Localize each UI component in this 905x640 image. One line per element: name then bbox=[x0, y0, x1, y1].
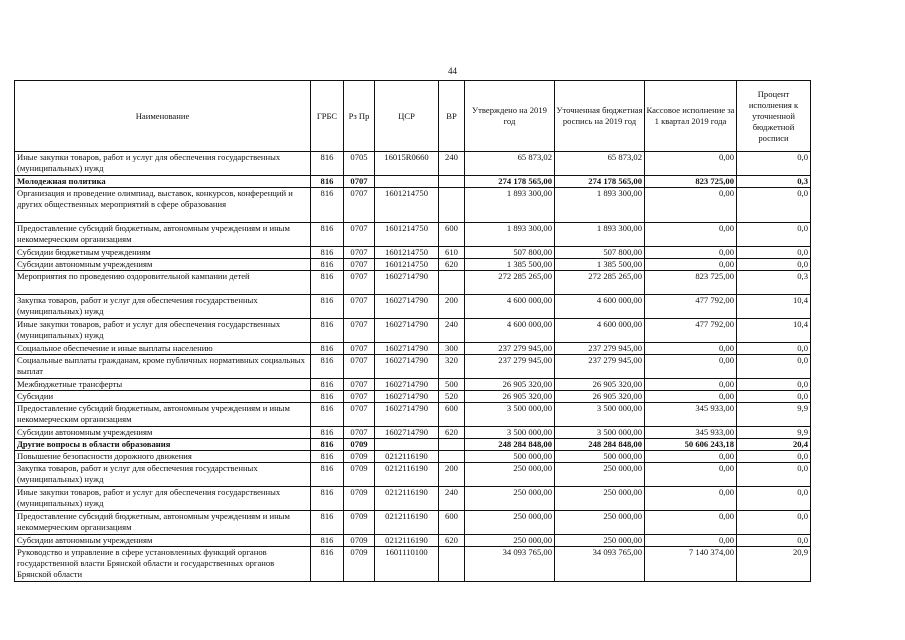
cell-vr: 600 bbox=[439, 223, 465, 247]
cell-percent: 9,9 bbox=[737, 403, 811, 427]
cell-approved: 250 000,00 bbox=[465, 487, 555, 511]
cell-vr: 240 bbox=[439, 319, 465, 343]
cell-vr: 620 bbox=[439, 427, 465, 439]
cell-cash: 0,00 bbox=[645, 152, 737, 176]
cell-csr: 0212116190 bbox=[375, 487, 439, 511]
cell-refined: 250 000,00 bbox=[555, 535, 645, 547]
table-row bbox=[15, 295, 811, 319]
cell-grbs: 816 bbox=[311, 295, 344, 319]
cell-csr: 16015R0660 bbox=[375, 152, 439, 176]
cell-csr bbox=[375, 176, 439, 188]
cell-csr: 0212116190 bbox=[375, 463, 439, 487]
cell-name: Социальное обеспечение и иные выплаты населению bbox=[15, 343, 311, 355]
column-header-name: Наименование bbox=[15, 81, 311, 152]
cell-refined: 34 093 765,00 bbox=[555, 547, 645, 582]
cell-name: Мероприятия по проведению оздоровительной кампании детей bbox=[15, 271, 311, 295]
cell-rzpr: 0707 bbox=[344, 391, 375, 403]
table-row bbox=[15, 487, 811, 511]
cell-approved: 3 500 000,00 bbox=[465, 403, 555, 427]
column-header-vr: ВР bbox=[439, 81, 465, 152]
table-row bbox=[15, 343, 811, 355]
cell-percent: 0,0 bbox=[737, 223, 811, 247]
cell-percent: 0,0 bbox=[737, 355, 811, 379]
cell-vr: 620 bbox=[439, 535, 465, 547]
cell-csr: 1602714790 bbox=[375, 379, 439, 391]
cell-refined: 237 279 945,00 bbox=[555, 343, 645, 355]
table-row bbox=[15, 463, 811, 487]
cell-vr: 600 bbox=[439, 403, 465, 427]
cell-percent: 20,4 bbox=[737, 439, 811, 451]
cell-rzpr: 0707 bbox=[344, 223, 375, 247]
cell-percent: 10,4 bbox=[737, 295, 811, 319]
cell-grbs: 816 bbox=[311, 152, 344, 176]
cell-grbs: 816 bbox=[311, 223, 344, 247]
cell-percent: 0,0 bbox=[737, 487, 811, 511]
table-row bbox=[15, 319, 811, 343]
cell-name: Закупка товаров, работ и услуг для обеспечения государственных (муниципальных) нужд bbox=[15, 463, 311, 487]
cell-approved: 250 000,00 bbox=[465, 511, 555, 535]
cell-name: Молодежная политика bbox=[15, 176, 311, 188]
cell-vr bbox=[439, 547, 465, 582]
cell-grbs: 816 bbox=[311, 319, 344, 343]
cell-vr: 520 bbox=[439, 391, 465, 403]
cell-refined: 507 800,00 bbox=[555, 247, 645, 259]
cell-grbs: 816 bbox=[311, 451, 344, 463]
cell-cash: 345 933,00 bbox=[645, 403, 737, 427]
cell-rzpr: 0707 bbox=[344, 188, 375, 223]
cell-grbs: 816 bbox=[311, 403, 344, 427]
table-row bbox=[15, 511, 811, 535]
cell-csr: 1601214750 bbox=[375, 223, 439, 247]
cell-cash: 0,00 bbox=[645, 355, 737, 379]
cell-csr: 1601214750 bbox=[375, 188, 439, 223]
table-row bbox=[15, 403, 811, 427]
cell-cash: 823 725,00 bbox=[645, 176, 737, 188]
cell-refined: 3 500 000,00 bbox=[555, 403, 645, 427]
cell-cash: 0,00 bbox=[645, 451, 737, 463]
cell-rzpr: 0709 bbox=[344, 451, 375, 463]
table-row bbox=[15, 379, 811, 391]
cell-refined: 274 178 565,00 bbox=[555, 176, 645, 188]
cell-refined: 250 000,00 bbox=[555, 511, 645, 535]
cell-grbs: 816 bbox=[311, 391, 344, 403]
table-row bbox=[15, 451, 811, 463]
cell-name: Иные закупки товаров, работ и услуг для обеспечения государственных (муниципальных) нужд bbox=[15, 487, 311, 511]
cell-grbs: 816 bbox=[311, 463, 344, 487]
cell-name: Организация и проведение олимпиад, выставок, конкурсов, конференций и других общественных мероприятий в сфере образования bbox=[15, 188, 311, 223]
cell-name: Межбюджетные трансферты bbox=[15, 379, 311, 391]
cell-name: Субсидии bbox=[15, 391, 311, 403]
cell-cash: 0,00 bbox=[645, 223, 737, 247]
column-header-refined: Уточненная бюджетная роспись на 2019 год bbox=[555, 81, 645, 152]
cell-rzpr: 0709 bbox=[344, 439, 375, 451]
cell-cash: 477 792,00 bbox=[645, 319, 737, 343]
table-row bbox=[15, 188, 811, 223]
cell-grbs: 816 bbox=[311, 355, 344, 379]
column-header-cash: Кассовое исполнение за 1 квартал 2019 года bbox=[645, 81, 737, 152]
table-row bbox=[15, 439, 811, 451]
cell-rzpr: 0707 bbox=[344, 343, 375, 355]
cell-csr: 1602714790 bbox=[375, 355, 439, 379]
cell-cash: 0,00 bbox=[645, 511, 737, 535]
cell-csr bbox=[375, 439, 439, 451]
cell-grbs: 816 bbox=[311, 271, 344, 295]
cell-rzpr: 0707 bbox=[344, 176, 375, 188]
cell-grbs: 816 bbox=[311, 487, 344, 511]
table-row bbox=[15, 271, 811, 295]
cell-vr: 500 bbox=[439, 379, 465, 391]
cell-percent: 0,3 bbox=[737, 271, 811, 295]
cell-percent: 0,0 bbox=[737, 463, 811, 487]
cell-rzpr: 0707 bbox=[344, 403, 375, 427]
cell-rzpr: 0707 bbox=[344, 295, 375, 319]
cell-grbs: 816 bbox=[311, 535, 344, 547]
cell-vr: 300 bbox=[439, 343, 465, 355]
cell-name: Другие вопросы в области образования bbox=[15, 439, 311, 451]
cell-csr: 1602714790 bbox=[375, 427, 439, 439]
cell-rzpr: 0707 bbox=[344, 427, 375, 439]
cell-grbs: 816 bbox=[311, 427, 344, 439]
cell-refined: 4 600 000,00 bbox=[555, 319, 645, 343]
cell-csr: 0212116190 bbox=[375, 511, 439, 535]
cell-name: Субсидии автономным учреждениям bbox=[15, 427, 311, 439]
table-row bbox=[15, 259, 811, 271]
cell-cash: 345 933,00 bbox=[645, 427, 737, 439]
cell-percent: 0,0 bbox=[737, 535, 811, 547]
cell-percent: 0,0 bbox=[737, 391, 811, 403]
cell-vr bbox=[439, 176, 465, 188]
cell-approved: 4 600 000,00 bbox=[465, 295, 555, 319]
cell-csr: 1601214750 bbox=[375, 259, 439, 271]
cell-refined: 26 905 320,00 bbox=[555, 391, 645, 403]
cell-percent: 0,0 bbox=[737, 451, 811, 463]
cell-percent: 9,9 bbox=[737, 427, 811, 439]
cell-vr: 200 bbox=[439, 463, 465, 487]
cell-percent: 10,4 bbox=[737, 319, 811, 343]
cell-rzpr: 0705 bbox=[344, 152, 375, 176]
cell-approved: 237 279 945,00 bbox=[465, 343, 555, 355]
cell-approved: 250 000,00 bbox=[465, 463, 555, 487]
cell-grbs: 816 bbox=[311, 511, 344, 535]
cell-name: Субсидии автономным учреждениям bbox=[15, 259, 311, 271]
cell-percent: 0,3 bbox=[737, 176, 811, 188]
cell-name: Иные закупки товаров, работ и услуг для обеспечения государственных (муниципальных) нужд bbox=[15, 152, 311, 176]
cell-csr: 1602714790 bbox=[375, 343, 439, 355]
cell-percent: 20,9 bbox=[737, 547, 811, 582]
cell-name: Субсидии автономным учреждениям bbox=[15, 535, 311, 547]
cell-name: Повышение безопасности дорожного движения bbox=[15, 451, 311, 463]
column-header-percent: Процент исполнения к уточненной бюджетной росписи bbox=[737, 81, 811, 152]
cell-csr: 0212116190 bbox=[375, 535, 439, 547]
cell-grbs: 816 bbox=[311, 247, 344, 259]
cell-name: Закупка товаров, работ и услуг для обеспечения государственных (муниципальных) нужд bbox=[15, 295, 311, 319]
cell-percent: 0,0 bbox=[737, 188, 811, 223]
cell-grbs: 816 bbox=[311, 343, 344, 355]
cell-refined: 26 905 320,00 bbox=[555, 379, 645, 391]
cell-approved: 274 178 565,00 bbox=[465, 176, 555, 188]
cell-approved: 34 093 765,00 bbox=[465, 547, 555, 582]
cell-vr: 240 bbox=[439, 152, 465, 176]
cell-csr: 1602714790 bbox=[375, 403, 439, 427]
cell-vr: 610 bbox=[439, 247, 465, 259]
cell-vr bbox=[439, 451, 465, 463]
column-header-csr: ЦСР bbox=[375, 81, 439, 152]
cell-refined: 4 600 000,00 bbox=[555, 295, 645, 319]
cell-vr bbox=[439, 271, 465, 295]
cell-approved: 26 905 320,00 bbox=[465, 379, 555, 391]
cell-vr: 200 bbox=[439, 295, 465, 319]
cell-approved: 65 873,02 bbox=[465, 152, 555, 176]
cell-cash: 823 725,00 bbox=[645, 271, 737, 295]
cell-percent: 0,0 bbox=[737, 379, 811, 391]
cell-refined: 1 893 300,00 bbox=[555, 223, 645, 247]
cell-csr: 1602714790 bbox=[375, 391, 439, 403]
cell-percent: 0,0 bbox=[737, 343, 811, 355]
cell-csr: 0212116190 bbox=[375, 451, 439, 463]
cell-csr: 1601110100 bbox=[375, 547, 439, 582]
cell-rzpr: 0709 bbox=[344, 547, 375, 582]
table-row bbox=[15, 547, 811, 582]
table-row bbox=[15, 247, 811, 259]
cell-approved: 500 000,00 bbox=[465, 451, 555, 463]
cell-percent: 0,0 bbox=[737, 247, 811, 259]
table-body bbox=[15, 152, 811, 582]
cell-rzpr: 0707 bbox=[344, 379, 375, 391]
cell-cash: 0,00 bbox=[645, 343, 737, 355]
column-header-rzpr: Рз Пр bbox=[344, 81, 375, 152]
page-number: 44 bbox=[448, 66, 457, 76]
cell-vr: 620 bbox=[439, 259, 465, 271]
cell-rzpr: 0709 bbox=[344, 487, 375, 511]
table-row bbox=[15, 535, 811, 547]
table-row bbox=[15, 152, 811, 176]
cell-cash: 0,00 bbox=[645, 188, 737, 223]
cell-grbs: 816 bbox=[311, 547, 344, 582]
cell-grbs: 816 bbox=[311, 259, 344, 271]
cell-name: Предоставление субсидий бюджетным, автономным учреждениям и иным некоммерческим организациям bbox=[15, 403, 311, 427]
cell-grbs: 816 bbox=[311, 439, 344, 451]
cell-percent: 0,0 bbox=[737, 511, 811, 535]
cell-percent: 0,0 bbox=[737, 259, 811, 271]
cell-approved: 1 893 300,00 bbox=[465, 223, 555, 247]
cell-vr: 320 bbox=[439, 355, 465, 379]
cell-refined: 237 279 945,00 bbox=[555, 355, 645, 379]
column-header-grbs: ГРБС bbox=[311, 81, 344, 152]
table-row bbox=[15, 391, 811, 403]
cell-refined: 1 893 300,00 bbox=[555, 188, 645, 223]
cell-percent: 0,0 bbox=[737, 152, 811, 176]
table-row bbox=[15, 355, 811, 379]
cell-rzpr: 0709 bbox=[344, 535, 375, 547]
cell-approved: 3 500 000,00 bbox=[465, 427, 555, 439]
cell-approved: 1 893 300,00 bbox=[465, 188, 555, 223]
cell-approved: 237 279 945,00 bbox=[465, 355, 555, 379]
cell-refined: 250 000,00 bbox=[555, 463, 645, 487]
cell-cash: 0,00 bbox=[645, 463, 737, 487]
cell-grbs: 816 bbox=[311, 379, 344, 391]
cell-rzpr: 0707 bbox=[344, 319, 375, 343]
cell-cash: 0,00 bbox=[645, 535, 737, 547]
cell-approved: 507 800,00 bbox=[465, 247, 555, 259]
table-header-row bbox=[15, 81, 811, 152]
cell-rzpr: 0709 bbox=[344, 463, 375, 487]
cell-csr: 1601214750 bbox=[375, 247, 439, 259]
cell-rzpr: 0707 bbox=[344, 271, 375, 295]
cell-name: Предоставление субсидий бюджетным, автономным учреждениям и иным некоммерческим организациям bbox=[15, 223, 311, 247]
cell-grbs: 816 bbox=[311, 176, 344, 188]
cell-rzpr: 0709 bbox=[344, 511, 375, 535]
table-row bbox=[15, 176, 811, 188]
cell-approved: 26 905 320,00 bbox=[465, 391, 555, 403]
cell-cash: 0,00 bbox=[645, 379, 737, 391]
cell-vr bbox=[439, 188, 465, 223]
cell-cash: 0,00 bbox=[645, 391, 737, 403]
cell-refined: 1 385 500,00 bbox=[555, 259, 645, 271]
cell-cash: 7 140 374,00 bbox=[645, 547, 737, 582]
cell-cash: 0,00 bbox=[645, 487, 737, 511]
cell-refined: 500 000,00 bbox=[555, 451, 645, 463]
cell-cash: 50 606 243,18 bbox=[645, 439, 737, 451]
cell-approved: 272 285 265,00 bbox=[465, 271, 555, 295]
cell-grbs: 816 bbox=[311, 188, 344, 223]
cell-name: Социальные выплаты гражданам, кроме публичных нормативных социальных выплат bbox=[15, 355, 311, 379]
cell-approved: 248 284 848,00 bbox=[465, 439, 555, 451]
cell-refined: 3 500 000,00 bbox=[555, 427, 645, 439]
cell-csr: 1602714790 bbox=[375, 319, 439, 343]
cell-vr: 240 bbox=[439, 487, 465, 511]
cell-refined: 250 000,00 bbox=[555, 487, 645, 511]
cell-vr: 600 bbox=[439, 511, 465, 535]
cell-name: Иные закупки товаров, работ и услуг для обеспечения государственных (муниципальных) нужд bbox=[15, 319, 311, 343]
cell-cash: 477 792,00 bbox=[645, 295, 737, 319]
cell-name: Предоставление субсидий бюджетным, автономным учреждениям и иным некоммерческим организациям bbox=[15, 511, 311, 535]
cell-rzpr: 0707 bbox=[344, 355, 375, 379]
cell-refined: 65 873,02 bbox=[555, 152, 645, 176]
cell-name: Субсидии бюджетным учреждениям bbox=[15, 247, 311, 259]
budget-table bbox=[14, 80, 811, 582]
cell-vr bbox=[439, 439, 465, 451]
cell-csr: 1602714790 bbox=[375, 271, 439, 295]
cell-rzpr: 0707 bbox=[344, 247, 375, 259]
cell-approved: 1 385 500,00 bbox=[465, 259, 555, 271]
cell-refined: 272 285 265,00 bbox=[555, 271, 645, 295]
cell-approved: 4 600 000,00 bbox=[465, 319, 555, 343]
cell-refined: 248 284 848,00 bbox=[555, 439, 645, 451]
cell-rzpr: 0707 bbox=[344, 259, 375, 271]
column-header-approved: Утверждено на 2019 год bbox=[465, 81, 555, 152]
table-row bbox=[15, 427, 811, 439]
cell-cash: 0,00 bbox=[645, 259, 737, 271]
table-row bbox=[15, 223, 811, 247]
cell-name: Руководство и управление в сфере установленных функций органов государственной власти Брянской области и государственных органов Брянской области bbox=[15, 547, 311, 582]
cell-cash: 0,00 bbox=[645, 247, 737, 259]
cell-approved: 250 000,00 bbox=[465, 535, 555, 547]
cell-csr: 1602714790 bbox=[375, 295, 439, 319]
